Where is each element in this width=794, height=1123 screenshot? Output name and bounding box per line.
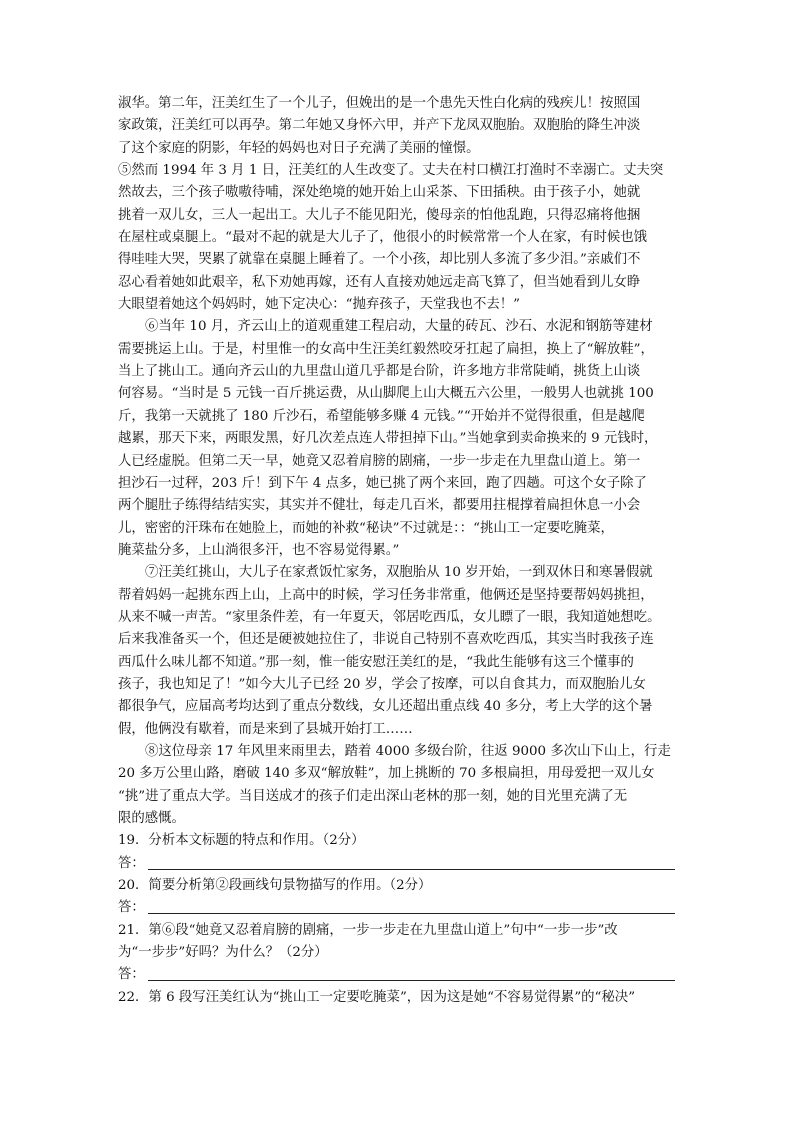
text-line: 斤，我第一天就挑了 180 斤沙石，希望能够多赚 4 元钱。”“开始并不觉得很重，但是越爬: [118, 408, 645, 424]
text-line: ⑥当年 10 月，齐云山上的道观重建工程启动，大量的砖瓦、沙石、水泥和钢筋等建材: [145, 319, 653, 335]
paragraph-8: [118, 741, 680, 830]
answer-label: 答：: [118, 900, 145, 916]
text-line: 了这个家庭的阴影，年轻的妈妈也对日子充满了美丽的憧憬。: [118, 140, 480, 156]
text-line: 忍心看着她如此艰辛，私下劝她再嫁，还有人直接劝她远走高飞算了，但当她看到儿女睁: [118, 274, 641, 290]
question-21: [118, 920, 680, 987]
answer-rule: [148, 980, 675, 981]
paragraph-5: [118, 160, 680, 316]
text-line: 限的感慨。: [118, 811, 185, 826]
text-line: 西瓜什么味儿都不知道。”那一刻，惟一能安慰汪美红的是，“我此生能够有这三个懂事的: [118, 654, 634, 670]
text-line: 需要挑运上山。于是，村里惟一的女高中生汪美红毅然咬牙扛起了扁担，换上了“解放鞋”，: [118, 341, 654, 357]
paragraph-7: [118, 562, 680, 741]
document-body: [118, 93, 680, 1009]
question-22: [118, 987, 680, 1009]
text-line: 人已经虚脱。但第二天一早，她竟又忍着肩膀的剧痛，一步一步走在九里盘山道上。第一: [118, 453, 641, 469]
paragraph-4: [118, 93, 680, 160]
text-line: 两个腿肚子练得结结实实，其实并不健壮，每走几百米，都要用拄棍撑着扁担休息一小会: [118, 498, 641, 514]
text-line: 当上了挑山工。通向齐云山的九里盘山道几乎都是台阶，许多地方非常陡峭，挑货上山谈: [118, 364, 641, 380]
text-line: 家政策，汪美红可以再孕。第二年她又身怀六甲，并产下龙凤双胞胎。双胞胎的降生冲淡: [118, 118, 641, 134]
question-text: 21．第⑥段“她竟又忍着肩膀的剧痛，一步一步走在九里盘山道上”句中“一步一步”改: [118, 922, 618, 938]
text-line: 都很争气，应届高考均达到了重点分数线，女儿还超出重点线 40 多分，考上大学的这个暑: [118, 699, 653, 715]
text-line: ⑦汪美红挑山，大儿子在家煮饭忙家务，双胞胎从 10 岁开始，一到双休日和寒暑假就: [145, 565, 653, 581]
text-line: 孩子，我也知足了！”如今大儿子已经 20 岁，学会了按摩，可以自食其力，而双胞胎儿女: [118, 676, 646, 692]
text-line: 越累，那天下来，两眼发黑，好几次差点连人带担掉下山。”当她拿到卖命换来的 9 元钱时，: [118, 431, 658, 447]
question-20: [118, 875, 680, 920]
text-line: 挑着一双儿女，三人一起出工。大儿子不能见阳光，傻母亲的怕他乱跑，只得忍痛将他捆: [118, 207, 641, 223]
text-line: 淑华。第二年，汪美红生了一个儿子，但娩出的是一个患先天性白化病的残疾儿！按照国: [118, 96, 641, 111]
question-text: 20．简要分析第②段画线句景物描写的作用。（2分）: [118, 878, 432, 894]
text-line: 后来我准备买一个，但还是硬被她拉住了，非说自己特别不喜欢吃西瓜，其实当时我孩子连: [118, 632, 654, 648]
answer-label: 答：: [118, 855, 145, 871]
paragraph-6: [118, 316, 680, 562]
text-line: 儿，密密的汗珠布在她脸上，而她的补救“秘诀”不过就是：：“挑山工一定要吃腌菜，: [118, 520, 614, 536]
text-line: 帮着妈妈一起挑东西上山，上高中的时候，学习任务非常重，他俩还是坚持要帮妈妈挑担，: [118, 587, 654, 603]
question-text: 22．第 6 段写汪美红认为“挑山工一定要吃腌菜”，因为这是她“不容易觉得累”的“秘决”: [118, 989, 636, 1005]
answer-rule: [148, 913, 675, 914]
text-line: 大眼望着她这个妈妈时，她下定决心：“抛弃孩子，天堂我也不去！”: [118, 297, 521, 313]
text-line: ⑧这位母亲 17 年风里来雨里去，踏着 4000 多级台阶，往返 9000 多次山下山上，行走: [145, 743, 671, 759]
answer-field[interactable]: [118, 897, 680, 919]
question-text: 19．分析本文标题的特点和作用。（2分）: [118, 833, 365, 849]
text-line: 得哇哇大哭，哭累了就靠在桌腿上睡着了。一个小孩，却比别人多流了多少泪。”亲戚们不: [118, 252, 641, 268]
text-line: 然故去，三个孩子嗷嗷待哺，深处绝境的她开始上山采茶、下田插秧。由于孩子小，她就: [118, 185, 641, 201]
text-line: 何容易。“当时是 5 元钱一百斤挑运费，从山脚爬上山大概五六公里，一般男人也就挑 100: [118, 386, 654, 402]
answer-field[interactable]: [118, 964, 680, 986]
text-line: 假，他俩没有歇着，而是来到了县城开始打工……: [118, 721, 413, 737]
text-line: 从来不喊一声苦。“家里条件差，有一年夏天，邻居吃西瓜，女儿瞟了一眼，我知道她想吃。: [118, 609, 661, 625]
text-line: ⑤然而 1994 年 3 月 1 日，汪美红的人生改变了。丈夫在村口横江打渔时不幸溺亡。丈夫突: [118, 163, 664, 179]
answer-rule: [148, 869, 675, 870]
text-line: 担沙石一过秤，203 斤！到下午 4 点多，她已挑了两个来回，跑了四趟。可这个女子除了: [118, 475, 647, 491]
text-line: “挑”进了重点大学。当目送成才的孩子们走出深山老林的那一刻，她的目光里充满了无: [118, 788, 628, 804]
answer-field[interactable]: [118, 853, 680, 875]
question-19: [118, 830, 680, 875]
text-line: 腌菜盐分多，上山淌很多汗，也不容易觉得累。”: [118, 542, 400, 558]
question-text: 为“一步步”好吗？为什么？（2分）: [118, 945, 328, 961]
answer-label: 答：: [118, 967, 145, 983]
text-line: 20 多万公里山路，磨破 140 多双“解放鞋”，加上挑断的 70 多根扁担，用母爱把一双儿女: [118, 766, 655, 782]
text-line: 在屋柱或桌腿上。“最对不起的就是大儿子了，他很小的时候常常一个人在家，有时候也饿: [118, 230, 648, 246]
